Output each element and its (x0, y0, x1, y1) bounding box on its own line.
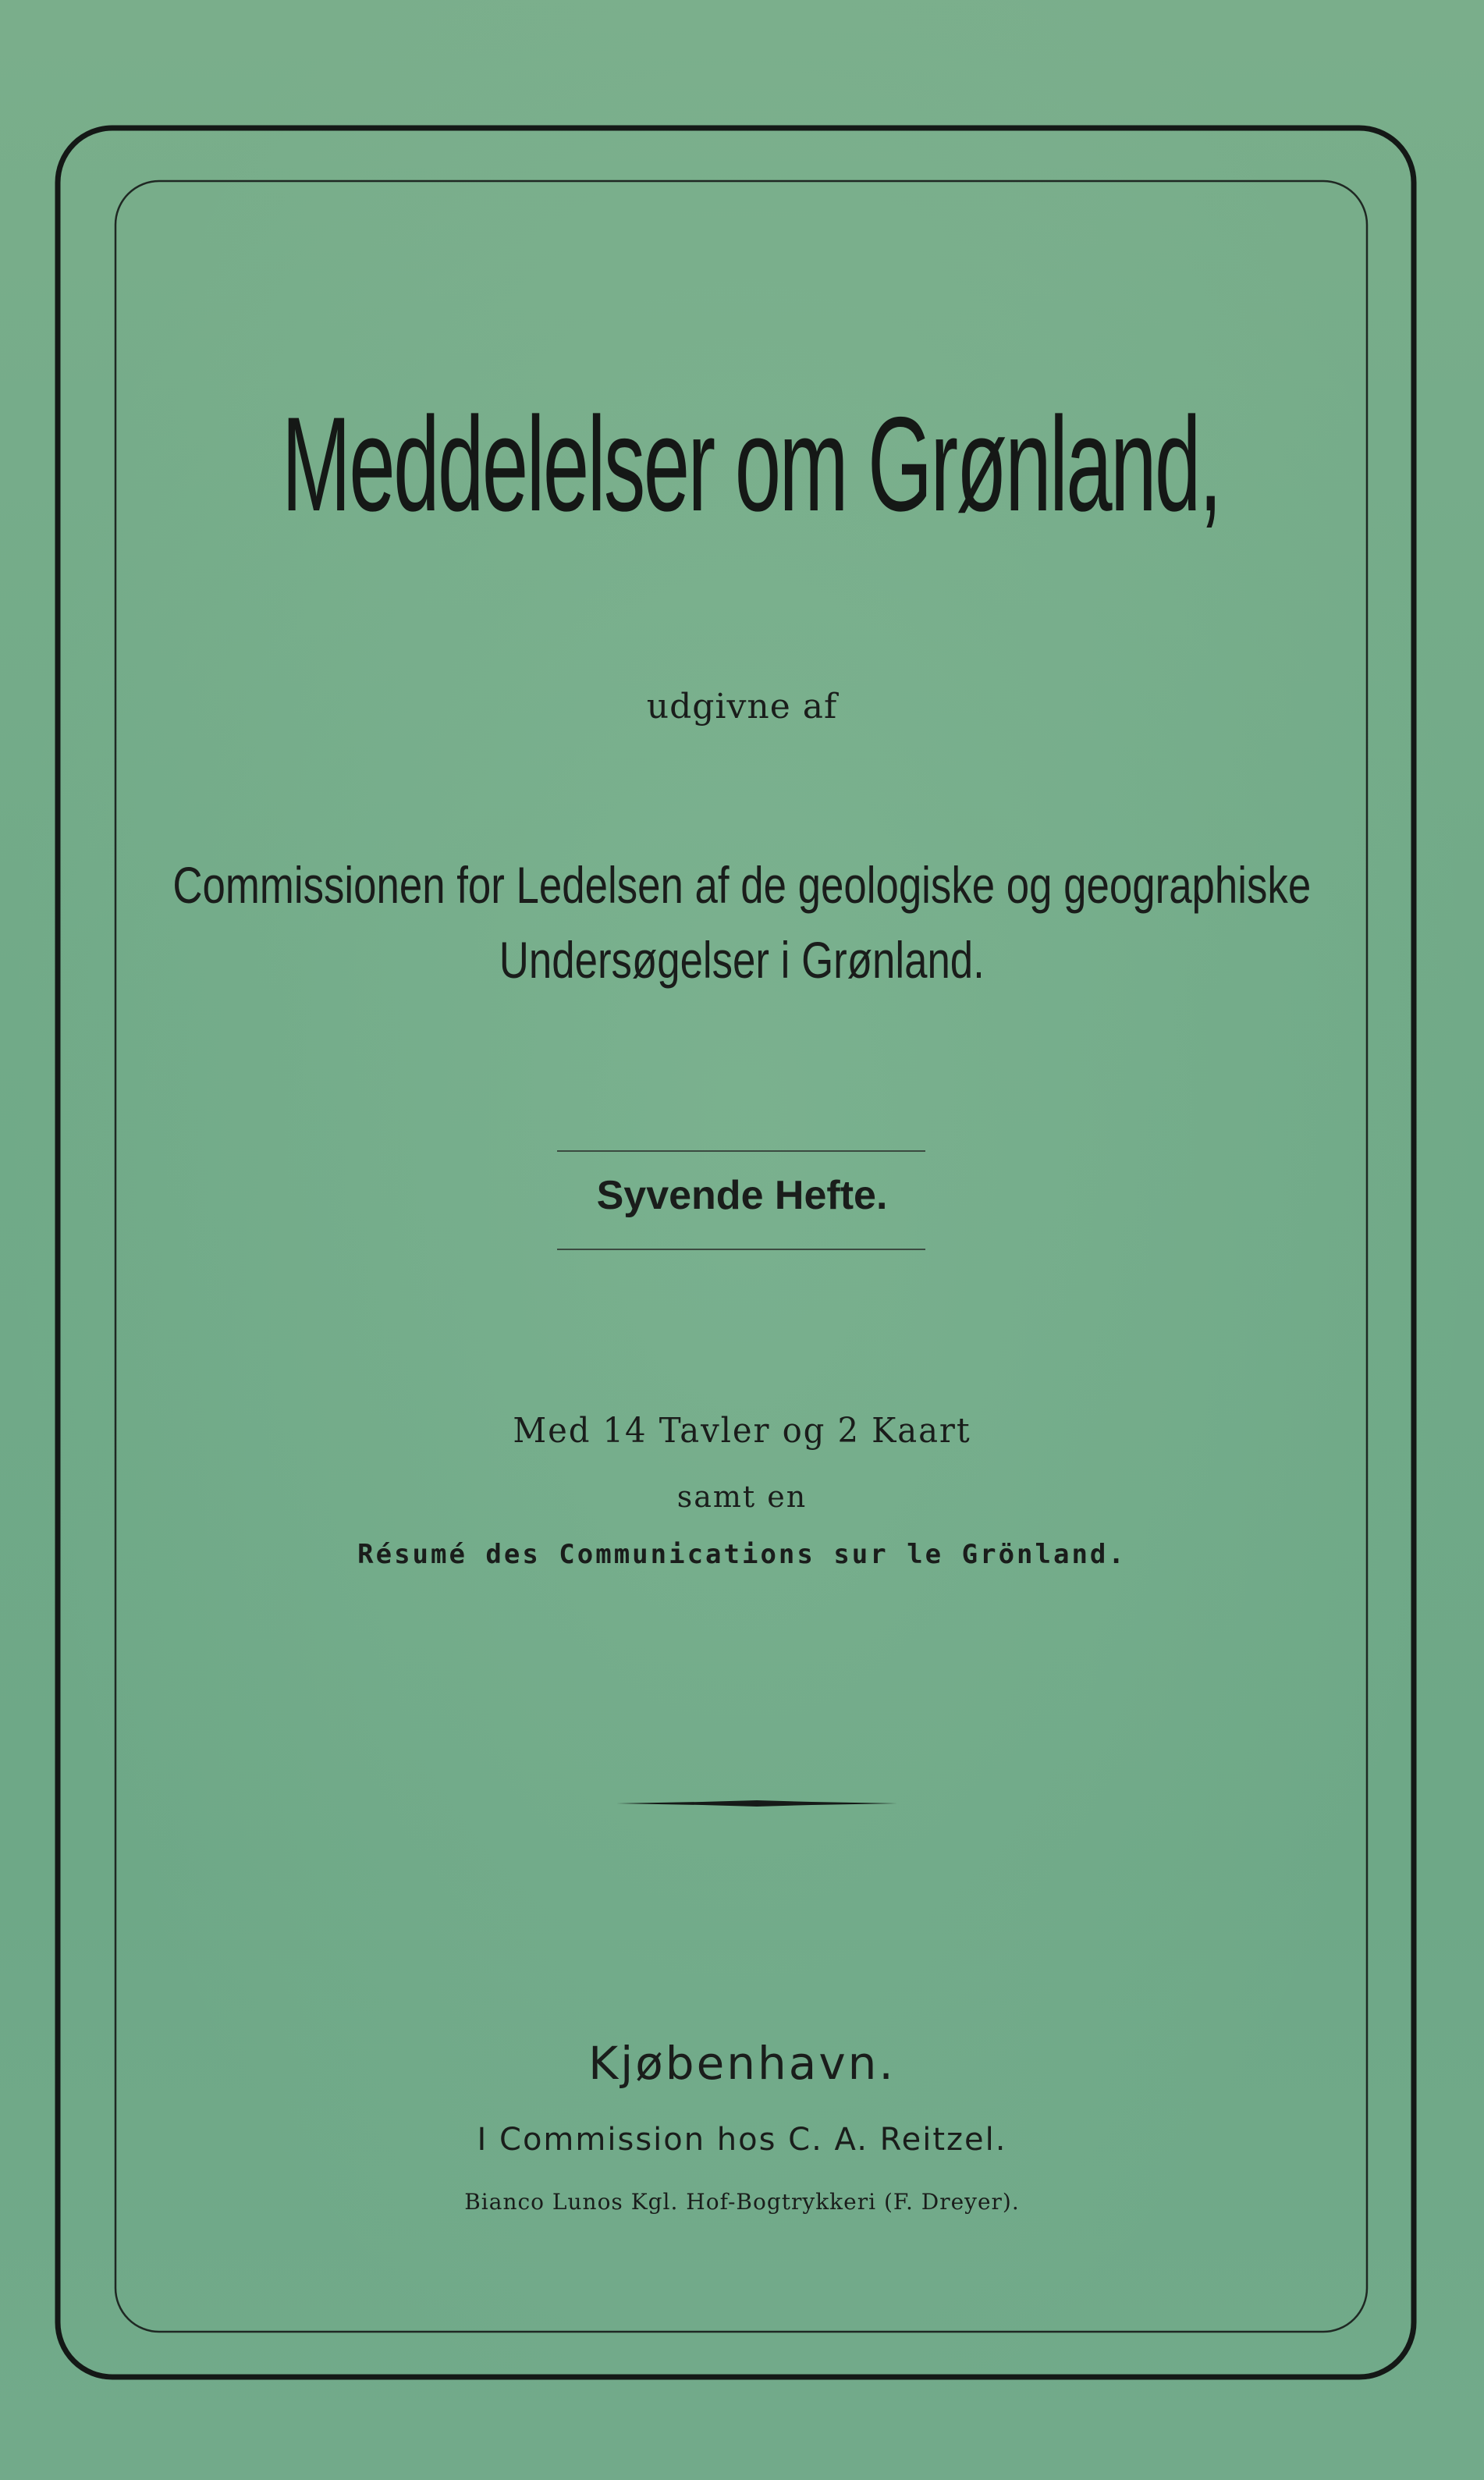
issue-rule-top (557, 1150, 925, 1152)
printer-line: Bianco Lunos Kgl. Hof-Bogtrykkeri (F. Dreyer). (464, 2189, 1020, 2215)
issue-number: Syvende Hefte. (596, 1173, 888, 1218)
city-line: Kjøbenhavn. (588, 2037, 896, 2090)
publisher-line: I Commission hos C. A. Reitzel. (477, 2122, 1007, 2158)
commission-line-2: Undersøgelser i Grønland. (499, 931, 985, 989)
plates-line: Med 14 Tavler og 2 Kaart (513, 1411, 971, 1451)
issue-rule-bottom (557, 1249, 925, 1250)
resume-line: Résumé des Communications sur le Grönland. (357, 1539, 1127, 1570)
journal-title: Meddelelser om Grønland, (282, 389, 1220, 539)
together-with-line: samt en (676, 1480, 808, 1514)
commission-line-1: Commissionen for Ledelsen af de geologiske og geographiske (172, 856, 1312, 914)
divider-ornament (616, 1798, 897, 1809)
published-by-line: udgivne af (646, 687, 838, 727)
